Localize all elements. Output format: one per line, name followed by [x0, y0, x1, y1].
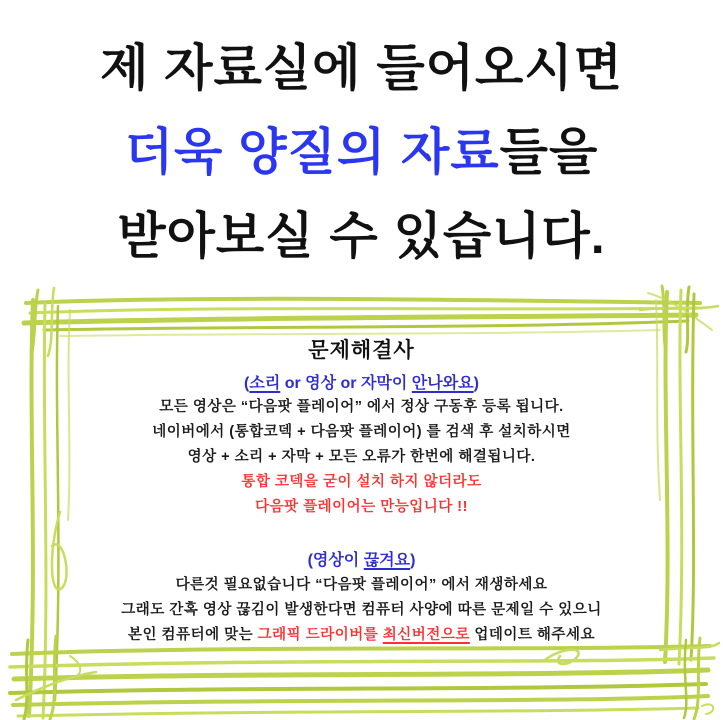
section2-line-3-post: 업데이트 해주세요: [469, 627, 595, 643]
headline-highlight: 더욱 양질의 자료: [124, 124, 500, 180]
section1-warning-line-2: 다음팟 플레이어는 만능입니다 !!: [255, 499, 468, 515]
section1-heading-mid: or 영상 or 자막이: [280, 375, 412, 392]
section2-heading-open: (영상이: [307, 552, 364, 569]
section2-body: [0, 573, 723, 648]
section2-heading: [0, 547, 723, 570]
section1-line-3: 영상 + 소리 + 자막 + 모든 오류가 한번에 해결됩니다.: [187, 449, 536, 465]
headline-line-2-rest: 들을: [499, 124, 599, 180]
section1-line-1: 모든 영상은 “다음팟 플레이어” 에서 정상 구동후 등록 됩니다.: [159, 399, 564, 415]
section2-heading-underline: 끊겨요: [363, 552, 411, 569]
section2-line-3-red-underline: 최신버전으로: [382, 627, 470, 643]
headline-line-3: 받아보실 수 있습니다.: [117, 208, 606, 264]
section1-line-2: 네이버에서 (통합코덱 + 다음팟 플레이어) 를 검색 후 설치하시면: [152, 424, 571, 440]
section1-heading-underline-1: 소리: [249, 375, 281, 392]
section1-heading-open: (: [244, 375, 250, 392]
headline-line-1: 제 자료실에 들어오시면: [100, 40, 623, 96]
section2-line-3: [0, 623, 723, 648]
box-title: 문제해결사: [308, 339, 415, 362]
section2-line-2: 그래도 간혹 영상 끊김이 발생한다면 컴퓨터 사양에 따른 문제일 수 있으니: [121, 602, 602, 618]
section1-heading-close: ): [473, 375, 479, 392]
section1-heading-underline-2: 안나와요: [411, 375, 474, 392]
section1-warning-line-1: 통합 코덱을 굳이 설치 하지 않더라도: [241, 474, 482, 490]
section1-heading: [0, 370, 723, 393]
section2-line-1: 다른것 필요없습니다 “다음팟 플레이어” 에서 재생하세요: [175, 577, 548, 593]
section1-body: [0, 395, 723, 520]
section2-heading-close: ): [410, 552, 416, 569]
section2-line-3-pre: 본인 컴퓨터에 맞는: [128, 627, 258, 643]
section2-line-3-red: 그래픽 드라이버를: [257, 627, 383, 643]
